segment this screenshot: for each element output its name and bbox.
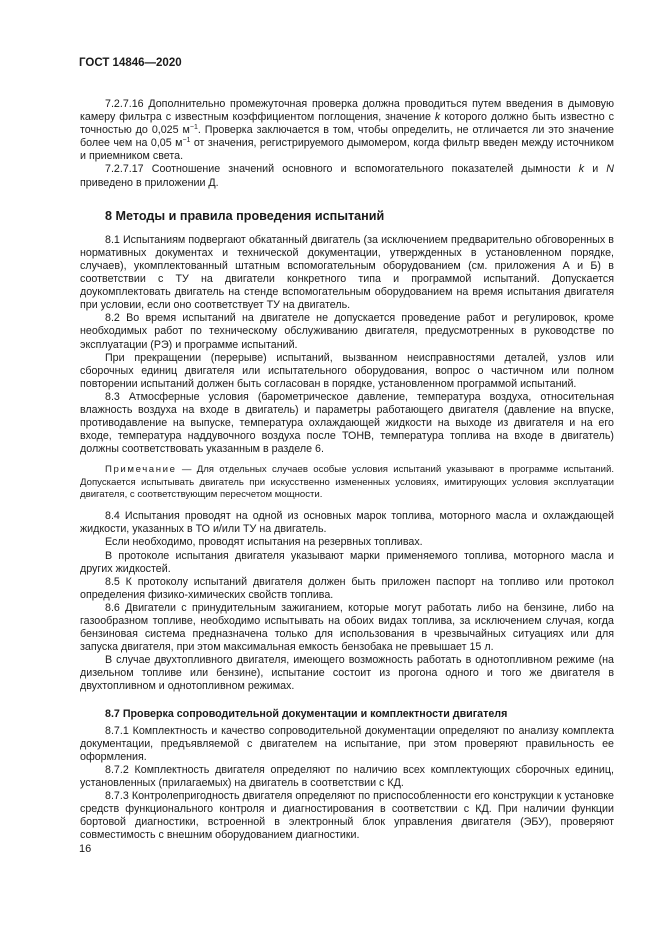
document-header: ГОСТ 14846—2020 <box>79 57 182 69</box>
paragraph-8-4: 8.4 Испытания проводят на одной из основных марок топлива, моторного масла и охлаждающей жидкости, указанных в ТО и/или ТУ на двигатель. <box>80 510 614 536</box>
paragraph-8-3: 8.3 Атмосферные условия (барометрическое давление, температура воздуха, относительная влажность воздуха на входе в двигатель) и параметры работающего двигателя (давление на впуске, противодавление на выпуске, температура охлаждающей жидкости на выходе из двигателя и на его входе, температура наддувочного воздуха после ТОНВ, температура топлива на входе в двигатель) должны соответствовать указанным в разделе 6. <box>80 390 614 456</box>
paragraph-8-7-3: 8.7.3 Контролепригодность двигателя определяют по приспособленности его конструкции к установке средств функционального контроля и диагностирования в соответствии с КД. При наличии функции бортовой диагностики, встроенной в электронный блок управления двигателя (ЭБУ), проверяют совместимость с внешним оборудованием диагностики. <box>80 790 614 842</box>
note-label: Примечание <box>105 464 177 476</box>
paragraph-8-7-1: 8.7.1 Комплектность и качество сопроводительной документации определяют по анализу комплекта документации, предъявляемой с двигателем на испытание, при этом проверяют правильность ее оформления. <box>80 724 614 763</box>
paragraph-8-2: 8.2 Во время испытаний на двигателе не допускается проведение работ и регулировок, кроме необходимых работ по техническому обслуживанию двигателя, предусмотренных в руководстве по эксплуатации (РЭ) и программе испытаний. <box>80 312 614 351</box>
paragraph-8-4-protocol: В протоколе испытания двигателя указывают марки применяемого топлива, моторного масла и других жидкостей. <box>80 549 614 575</box>
paragraph-8-7-2: 8.7.2 Комплектность двигателя определяют по наличию всех комплектующих сборочных единиц, установленных (прилагаемых) на двигатель в соответствии с КД. <box>80 763 614 790</box>
paragraph-8-4-reserve: Если необходимо, проводят испытания на резервных топливах. <box>105 536 423 549</box>
section-8-title: 8 Методы и правила проведения испытаний <box>105 208 385 223</box>
paragraph-8-6: 8.6 Двигатели с принудительным зажиганием, которые могут работать либо на бензине, либо на газообразном топливе, необходимо испытывать на обоих видах топлива, за исключением случая, когда бензиновая система предназначена только для использования в чрезвычайных ситуациях или для запуска двигателя, при этом максимальная емкость бензобака не превышает 15 л. <box>80 601 614 654</box>
paragraph-8-1: 8.1 Испытаниям подвергают обкатанный двигатель (за исключением предварительно обговоренных в нормативных документах и технической документации, утвержденных в установленном порядке, случаев), укомплектованный штатным вспомогательным оборудованием (см. приложения А и Б) в соответствии с ТУ на двигатели конкретного типа и программой испытаний. Допускается доукомплектовать двигатель на стенде вспомогательным оборудованием на время испытания двигателя при условии, если оно соответствует ТУ на двигатель. <box>80 233 614 312</box>
page-body <box>80 98 614 842</box>
paragraph-7-2-7-16: 7.2.7.16 Дополнительно промежуточная проверка должна проводиться путем введения в дымовую камеру фильтра с известным коэффициентом поглощения, значение k которого должно быть известно с точностью до 0,025 $м^{-1}$. Проверка заключается в том, чтобы определить, не отличается ли это значение более чем на 0,05 $м^{-1}$ от значения, регистрируемого дымомером, когда фильтр введен между источником и приемником света. <box>80 98 614 163</box>
subsection-8-7-title: 8.7 Проверка сопроводительной документации и комплектности двигателя <box>105 707 508 720</box>
paragraph-8-6-dual: В случае двухтопливного двигателя, имеющего возможность работать в однотопливном режиме (на дизельном топливе или бензине), испытание состоит из прогона одного и того же двигателя в двухтопливном и однотопливном режимах. <box>80 654 614 693</box>
paragraph-7-2-7-17: 7.2.7.17 Соотношение значений основного и вспомогательного показателей дымности k и N приведено в приложении Д. <box>80 163 614 189</box>
note-text: — Для отдельных случаев особые условия испытаний указывают в программе испытаний. Допускается испытывать двигатель при искусственно измененных условиях, имитирующих условия эксплуатации двигателя, с соответствующим пересчетом мощности. <box>80 464 614 500</box>
page-number: 16 <box>79 843 92 855</box>
paragraph-8-5: 8.5 К протоколу испытаний двигателя должен быть приложен паспорт на топливо или протокол определения физико-химических свойств топлива. <box>80 575 614 601</box>
note-block <box>80 464 614 501</box>
paragraph-8-2-cont: При прекращении (перерыве) испытаний, вызванном неисправностями деталей, узлов или сборочных единиц двигателя или испытательного оборудования, вопрос о частичном или полном повторении испытаний должен быть согласован в порядке, установленном программой испытаний. <box>80 351 614 390</box>
